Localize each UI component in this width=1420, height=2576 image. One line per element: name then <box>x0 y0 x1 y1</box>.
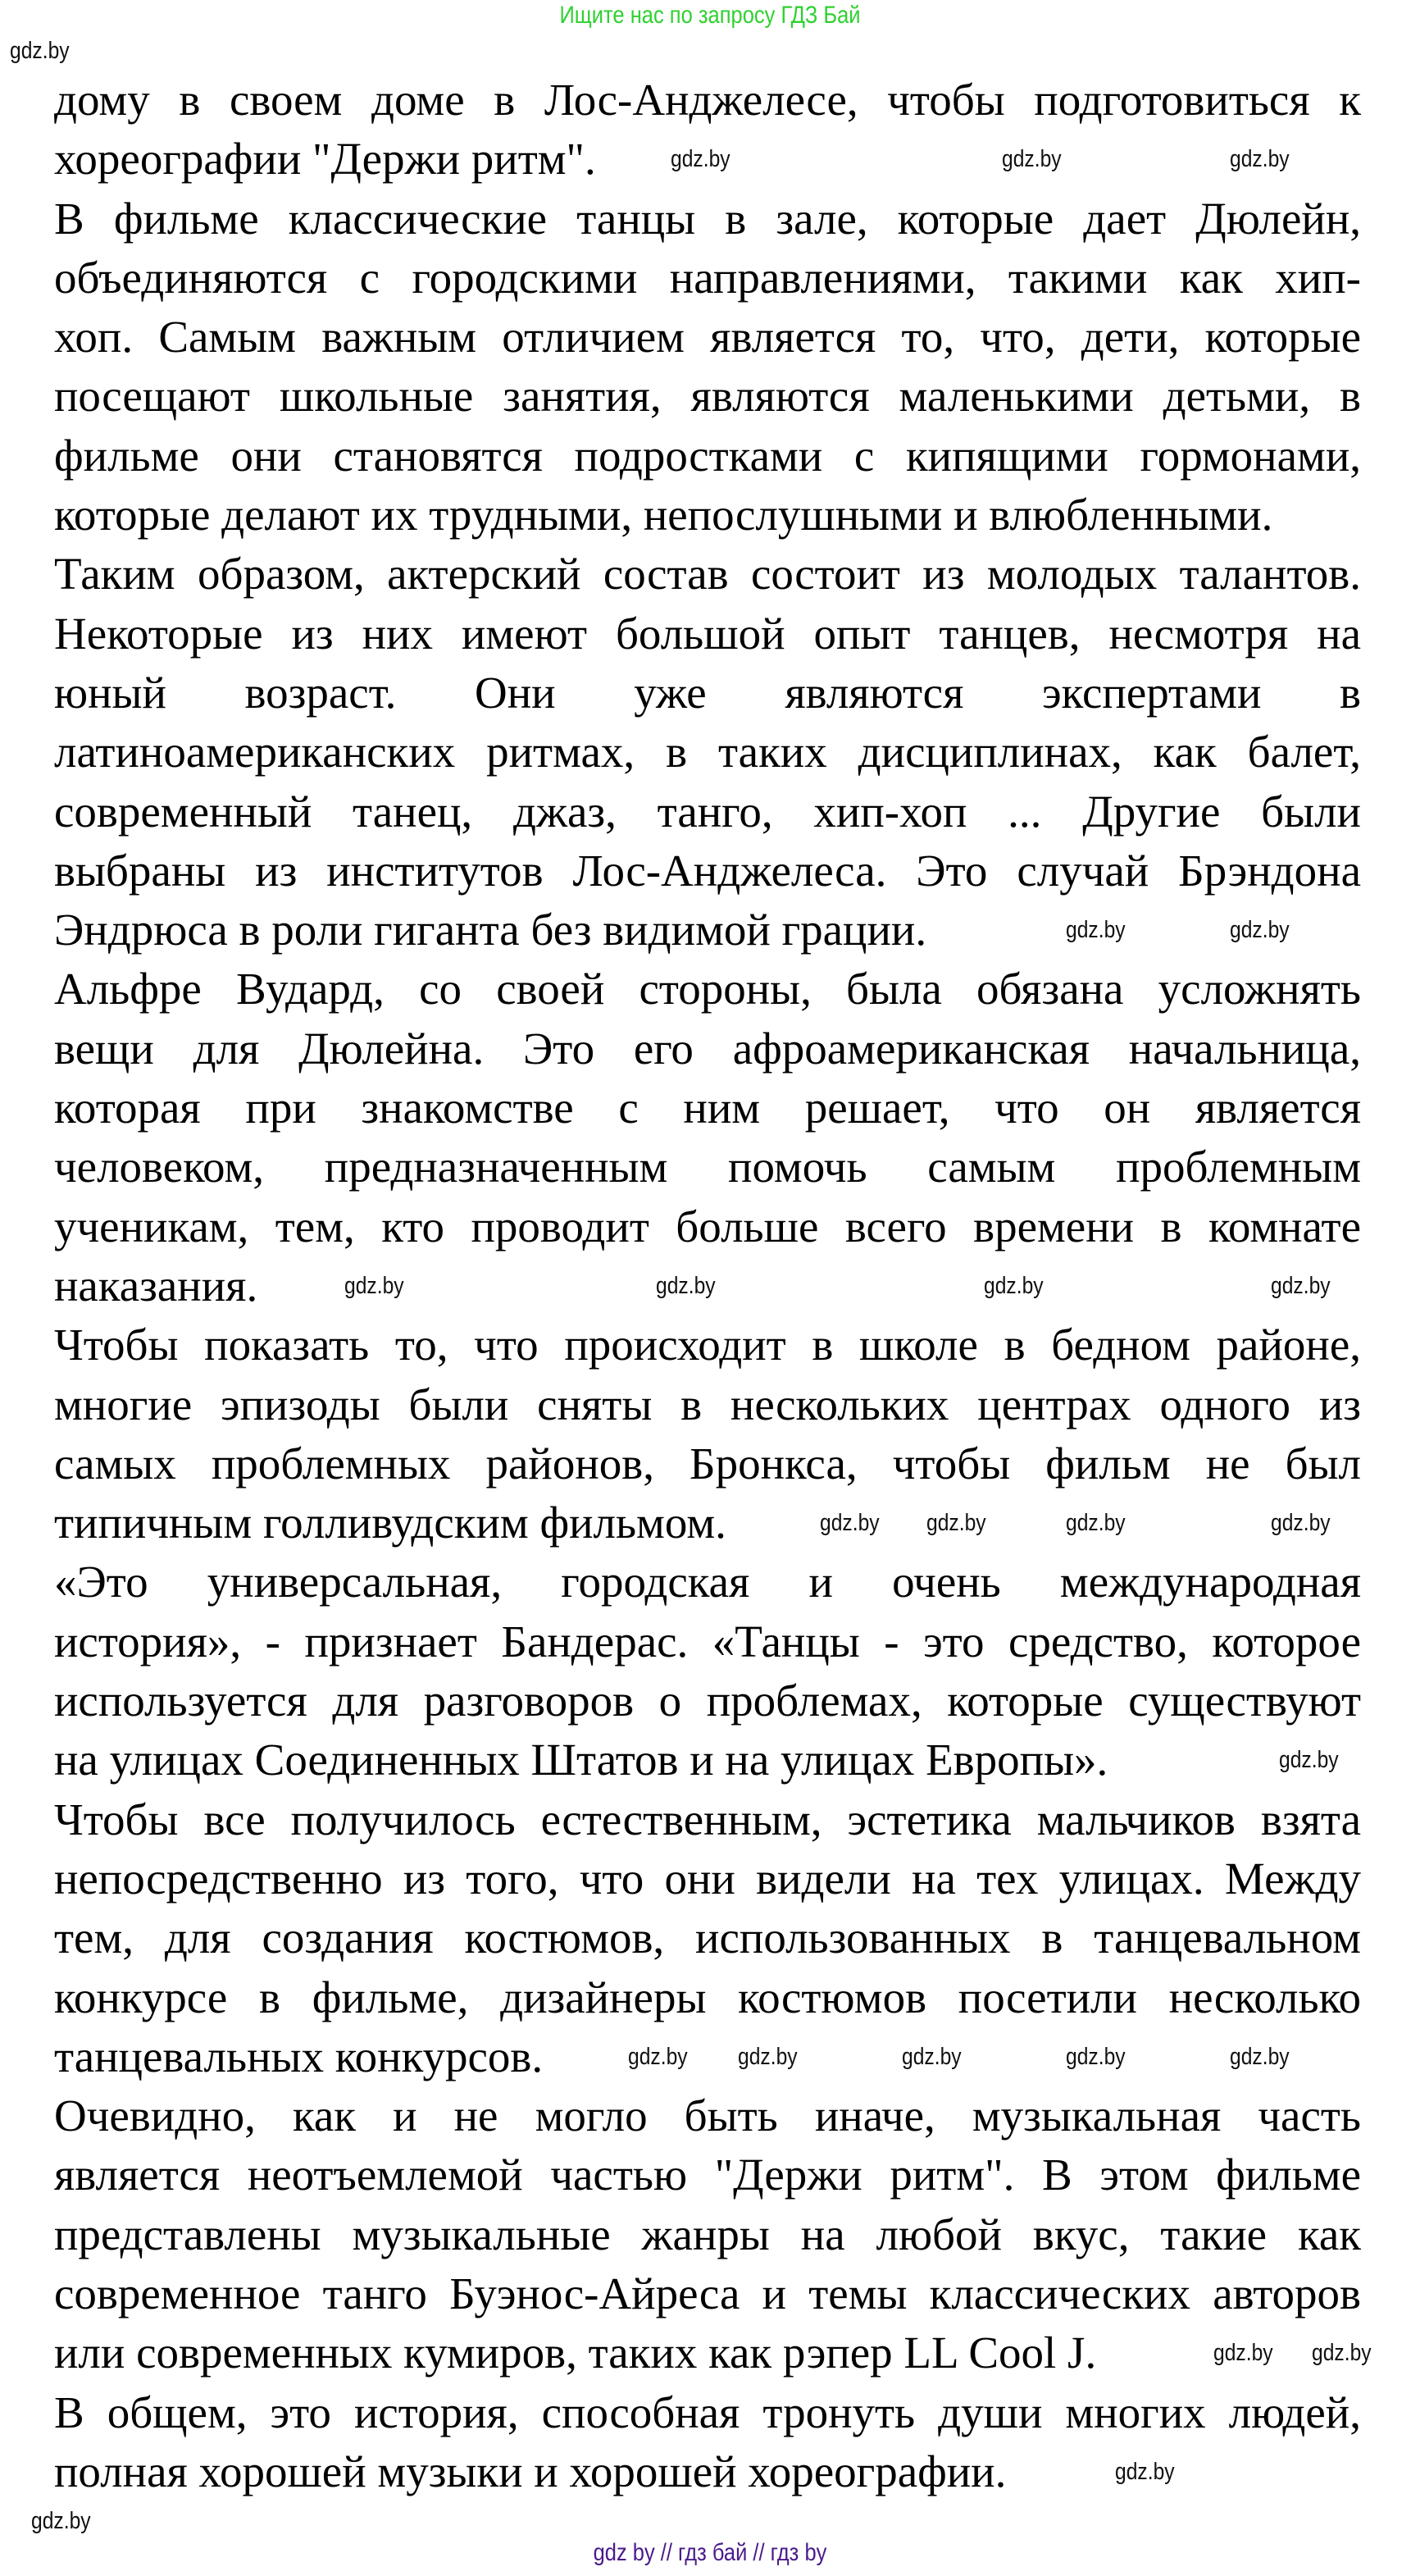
text-line: наказания. <box>54 1260 258 1311</box>
text-line: типичным голливудским фильмом. <box>54 1498 726 1548</box>
text-line: хореографии "Держи ритм". <box>54 134 596 185</box>
text-line: фильме они становятся подростками с кипящими гормонами, <box>54 430 1361 481</box>
text-line: используется для разговоров о проблемах, которые существуют <box>54 1676 1361 1726</box>
watermark-text: gdz.by <box>1312 2340 1372 2366</box>
watermark-text: gdz.by <box>1213 2340 1273 2366</box>
text-line: современный танец, джаз, танго, хип-хоп ... Другие были <box>54 786 1361 837</box>
text-line: В фильме классические танцы в зале, которые дает Дюлейн, <box>54 193 1361 244</box>
watermark-text: gdz.by <box>926 1510 986 1536</box>
watermark-text: gdz.by <box>1271 1273 1331 1299</box>
text-line: многие эпизоды были сняты в нескольких центрах одного из <box>54 1379 1361 1429</box>
text-line: самых проблемных районов, Бронкса, чтобы фильм не был <box>54 1438 1361 1489</box>
watermark-text: gdz.by <box>10 38 70 64</box>
text-line: тем, для создания костюмов, использованных в танцевальном <box>54 1913 1361 1963</box>
text-line: Чтобы показать то, что происходит в школе в бедном районе, <box>54 1320 1361 1370</box>
watermark-text: gdz.by <box>1230 2044 1290 2070</box>
watermark-text: gdz.by <box>1271 1510 1331 1536</box>
watermark-text: gdz.by <box>1066 2044 1126 2070</box>
watermark-text: gdz.by <box>1066 1510 1126 1536</box>
text-line: Таким образом, актерский состав состоит из молодых талантов. <box>54 549 1361 600</box>
text-line: Некоторые из них имеют большой опыт танцев, несмотря на <box>54 608 1361 659</box>
footer-links[interactable]: gdz by // гдз бай // гдз by <box>593 2539 827 2566</box>
text-line: «Это универсальная, городская и очень международная <box>54 1557 1361 1607</box>
watermark-text: gdz.by <box>671 146 730 172</box>
text-line: выбраны из институтов Лос-Анджелеса. Это случай Брэндона <box>54 845 1361 896</box>
watermark-text: gdz.by <box>1002 146 1062 172</box>
text-line: Альфре Вудард, со своей стороны, была обязана усложнять <box>54 964 1361 1014</box>
text-line: представлены музыкальные жанры на любой вкус, такие как <box>54 2209 1361 2259</box>
text-line: латиноамериканских ритмах, в таких дисциплинах, как балет, <box>54 727 1361 777</box>
watermark-text: gdz.by <box>656 1273 716 1299</box>
watermark-text: gdz.by <box>1279 1747 1339 1773</box>
text-line: дому в своем доме в Лос-Анджелесе, чтобы подготовиться к <box>54 75 1361 125</box>
text-line: Чтобы все получилось естественным, эстетика мальчиков взята <box>54 1794 1361 1844</box>
text-line: вещи для Дюлейна. Это его афроамериканская начальница, <box>54 1023 1361 1074</box>
text-line: В общем, это история, способная тронуть души многих людей, <box>54 2387 1361 2437</box>
text-line: ученикам, тем, кто проводит больше всего времени в комнате <box>54 1201 1361 1252</box>
watermark-text: gdz.by <box>738 2044 798 2070</box>
watermark-text: gdz.by <box>1115 2459 1175 2485</box>
watermark-text: gdz.by <box>902 2044 962 2070</box>
text-line: человеком, предназначенным помочь самым проблемным <box>54 1142 1361 1192</box>
text-line: которые делают их трудными, непослушными и влюбленными. <box>54 490 1273 540</box>
watermark-text: gdz.by <box>344 1273 404 1299</box>
text-line: объединяются с городскими направлениями, такими как хип- <box>54 252 1361 303</box>
text-line: или современных кумиров, таких как рэпер LL Cool J. <box>54 2328 1097 2378</box>
watermark-text: gdz.by <box>1230 917 1290 943</box>
text-line: история», - признает Бандерас. «Танцы - это средство, которое <box>54 1616 1361 1666</box>
text-line: непосредственно из того, что они видели на тех улицах. Между <box>54 1853 1361 1904</box>
watermark-text: gdz.by <box>31 2508 91 2534</box>
text-line: конкурсе в фильме, дизайнеры костюмов посетили несколько <box>54 1972 1361 2022</box>
text-line: Очевидно, как и не могло быть иначе, музыкальная часть <box>54 2090 1361 2141</box>
text-line: на улицах Соединенных Штатов и на улицах Европы». <box>54 1735 1108 1785</box>
search-banner: Ищите нас по запросу ГДЗ Бай <box>559 2 861 29</box>
text-line: хоп. Самым важным отличием является то, что, дети, которые <box>54 312 1361 362</box>
text-line: является неотъемлемой частью "Держи ритм". В этом фильме <box>54 2150 1361 2200</box>
text-line: посещают школьные занятия, являются маленькими детьми, в <box>54 371 1361 422</box>
text-line: юный возраст. Они уже являются экспертами в <box>54 667 1361 718</box>
watermark-text: gdz.by <box>1230 146 1290 172</box>
watermark-text: gdz.by <box>984 1273 1044 1299</box>
text-line: Эндрюса в роли гиганта без видимой грации. <box>54 905 927 955</box>
text-line: современное танго Буэнос-Айреса и темы классических авторов <box>54 2268 1361 2318</box>
text-line: танцевальных конкурсов. <box>54 2031 544 2081</box>
text-line: полная хорошей музыки и хорошей хореографии. <box>54 2446 1007 2496</box>
watermark-text: gdz.by <box>820 1510 880 1536</box>
text-line: которая при знакомстве с ним решает, что он является <box>54 1083 1361 1133</box>
watermark-text: gdz.by <box>1066 917 1126 943</box>
watermark-text: gdz.by <box>628 2044 688 2070</box>
